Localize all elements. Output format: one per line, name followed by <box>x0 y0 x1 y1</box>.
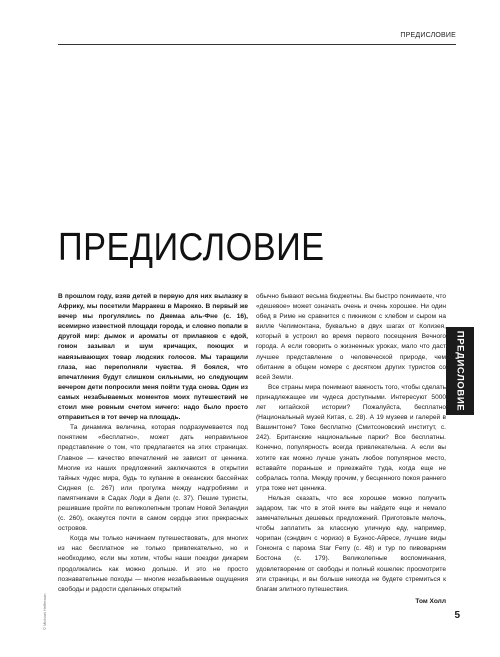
body-paragraph: обычно бывают весьма бюджетны. Вы быстро понимаете, что «дешевое» может означать очень и очень хорошее. Ни один обед в Риме не сравнится с пикником с хлебом и сыром на виллe Челимонтана, буквально в двух шагах от Колизея, который в устроил во время первого посещения Вечного города. А если говорить о жизненных уроках, мало что даст лучшее представление о человеческой природе, чем обитание в общем номере с десятком других туристов со всей Земли. <box>256 293 446 381</box>
author-signature: Том Холл <box>415 597 446 605</box>
page-title: ПРЕДИСЛОВИЕ <box>58 226 325 269</box>
body-paragraph: Нельзя сказать, что все хорошее можно получить задаром, так что в этой книге вы найдете еще и немало замечательных дешевых предложений. Приготовьте мелочь, чтобы заплатить за классную уличную еду, например, чорипан (сэндвич с чоризо) в Буэнос-Айресе, лучшие виды Гонконга с парома Star Ferry (с. 48) и тур по пивоварням Бостона (с. 179). Великолепные воспоминания, удовлетворение от свободы и полный кошелек: просмотрите эти страницы, и вы больше никогда не будете стремиться к благам элитного путешествия. <box>256 494 446 593</box>
body-paragraph: Та динамика величина, которая подразумевается под понятием «бесплатно», может дать неправильное представление о том, что предлагается на этих страницах. Главное — качество впечатлений не зависит от ценника. Многие из наших предложений заключаются в открытии тайных чудес мира, будь то купание в океанских бассейнах Сиднея (с. 267) или прогулка между надгробиями и памятниками в Садах Лоди в Дели (с. 37). Пешие туристы, решившие пройти по великолепным тропам Новой Зеландии (с. 260), окажутся почти в самом сердце этих прекрасных островов. <box>58 424 248 533</box>
running-head: ПРЕДИСЛОВИЕ <box>400 32 456 39</box>
left-column <box>58 292 248 595</box>
lead-paragraph: В прошлом году, взяв детей в первую для них вылазку в Африку, мы посетили Марракеш в Марокко. В первый же вечер мы прогулялись по Джемаа аль-Фне (с. 16), всемирно известной площади города, и словно попали в другой мир: дымок и ароматы от прилавков с едой, гомон зазывал и шум кричащих, поющих и навязывающих товар людских голосов. Мы таращили глаза, нас переполняли чувства. Я боялся, что впечатления будут слишком сильными, но следующим вечером дети попросили меня пойти туда снова. Один из самых незабываемых моментов моих путешествий не стоил мне ровным счетом ничего: надо было просто отправиться в тот вечер на площадь. <box>58 293 248 422</box>
page-number: 5 <box>454 610 460 621</box>
right-column <box>256 292 446 607</box>
body-paragraph: Когда мы только начинаем путешествовать, для многих из нас бесплатное не только привлекательно, но и необходимо, если мы хотим, чтобы наши поездки дикарем продолжались как можно дольше. И это не просто познавательные походы — многие незабываемые ощущения свободы и радости сделанных открытий <box>58 535 248 593</box>
photo-credit: © Michael Heffernan <box>42 593 47 630</box>
section-side-tab <box>446 327 474 415</box>
body-paragraph: Все страны мира понимают важность того, чтобы сделать принадлежащее им чудеса доступными. Интересуют 5000 лет китайской истории? Пожалуйста, бесплатно (Национальный музей Китая, с. 28). А 19 музеев и галерей в Вашингтоне? Тоже бесплатно (Смитсоновский институт, с. 242). Британские национальные парки? Все бесплатны. Конечно, популярность всегда привлекательна. А если вы хотите как можно лучше узнать любое популярное место, вставайте пораньше и приезжайте туда, когда еще не собралась толпа. Между прочим, у бесценного покоя раннего утра тоже нет ценника. <box>256 383 446 492</box>
header-rule <box>58 44 456 45</box>
side-tab-label: ПРЕДИСЛОВИЕ <box>454 330 466 412</box>
